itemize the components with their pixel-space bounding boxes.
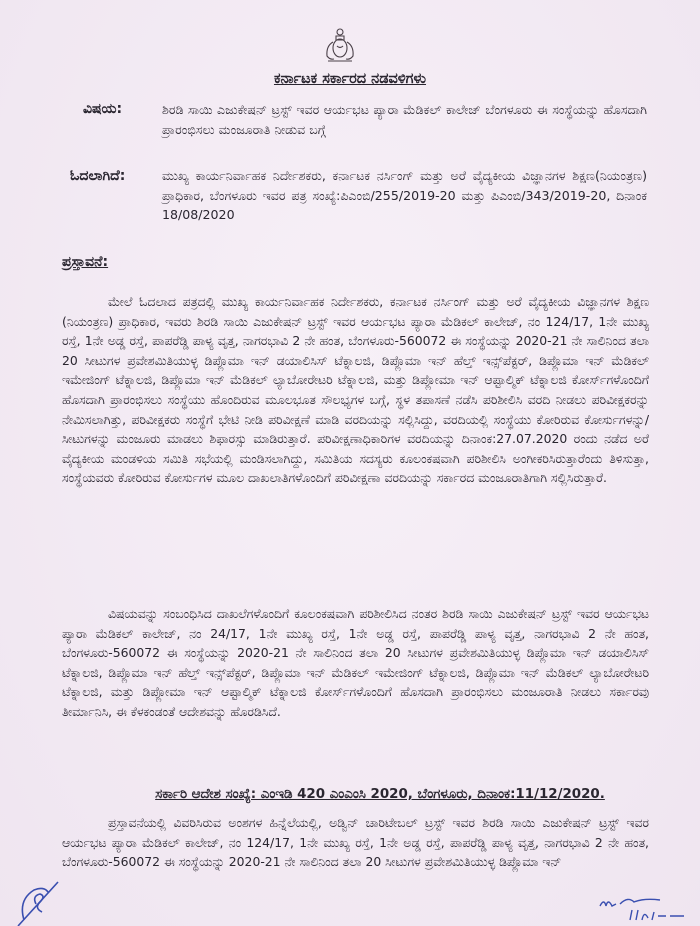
- preamble-paragraph-1: ಮೇಲೆ ಓದಲಾದ ಪತ್ರದಲ್ಲಿ ಮುಖ್ಯ ಕಾರ್ಯನಿರ್ವಾಹಕ ನಿರ್ದೇಶಕರು, ಕರ್ನಾಟಕ ನರ್ಸಿಂಗ್ ಮತ್ತು ಅರೆ ವೈದ್ಯಕೀಯ ವಿಜ್ಞಾನಗಳ ಶಿಕ್ಷಣ (ನಿಯಂತ್ರಣ) ಪ್ರಾಧಿಕಾರ, ಇವರು ಶಿರಡಿ ಸಾಯಿ ಎಜುಕೇಷನ್ ಟ್ರಸ್ಟ್ ಇವರ ಆರ್ಯಭಟ ಪ್ಯಾರಾ ಮೆಡಿಕಲ್ ಕಾಲೇಜ್, ನಂ 124/17, 1ನೇ ಮುಖ್ಯ ರಸ್ತೆ, 1ನೇ ಅಡ್ಡ ರಸ್ತೆ, ಪಾಪರೆಡ್ಡಿ ಪಾಳ್ಯ ವೃತ್ತ, ನಾಗರಭಾವಿ 2 ನೇ ಹಂತ, ಬೆಂಗಳೂರು-560072 ಈ ಸಂಸ್ಥೆಯನ್ನು 2020-21 ನೇ ಸಾಲಿನಿಂದ ತಲಾ 20 ಸೀಟುಗಳ ಪ್ರವೇಶಮಿತಿಯುಳ್ಳ ಡಿಪ್ಲೊಮಾ ಇನ್ ಡಯಾಲಿಸಿಸ್ ಟೆಕ್ನಾಲಜಿ, ಡಿಪ್ಲೊಮಾ ಇನ್ ಹೆಲ್ತ್ ಇನ್ಸ್‌ಪೆಕ್ಟರ್, ಡಿಪ್ಲೊಮಾ ಇನ್ ಮೆಡಿಕಲ್ ಇಮೇಜಿಂಗ್ ಟೆಕ್ನಾಲಜಿ, ಡಿಪ್ಲೊಮಾ ಇನ್ ಮೆಡಿಕಲ್ ಲ್ಯಾಬೋರೇಟರಿ ಟೆಕ್ನಾಲಜಿ, ಮತ್ತು ಡಿಪ್ಲೋಮಾ ಇನ್ ಆಪ್ಟಾಲ್ಮಿಕ್ ಟೆಕ್ನಾಲಜಿ ಕೋರ್ಸ್‌ಗಳೊಂದಿಗೆ ಹೊಸದಾಗಿ ಪ್ರಾರಂಭಿಸಲು ಸಂಸ್ಥೆಯು ಹೊಂದಿರುವ ಮೂಲಭೂತ ಸೌಲಭ್ಯಗಳ ಬಗ್ಗೆ, ಸ್ಥಳ ತಪಾಸಣೆ ನಡೆಸಿ ಪರಿಶೀಲಿಸಿ ವರದಿ ನೀಡಲು ಪರಿವೀಕ್ಷಕರನ್ನು ನೇಮಿಸಲಾಗಿತ್ತು, ಪರಿವೀಕ್ಷಕರು ಸಂಸ್ಥೆಗೆ ಭೇಟಿ ನೀಡಿ ಪರಿವೀಕ್ಷಣೆ ಮಾಡಿ ವರದಿಯನ್ನು ಸಲ್ಲಿಸಿದ್ದು, ವರದಿಯಲ್ಲಿ ಸಂಸ್ಥೆಯು ಕೋರಿರುವ ಕೋರ್ಸುಗಳನ್ನು/ಸೀಟುಗಳನ್ನು ಮಂಜೂರು ಮಾಡಲು ಶಿಫಾರಸ್ಸು ಮಾಡಿರುತ್ತಾರೆ. ಪರಿವೀಕ್ಷಣಾಧಿಕಾರಿಗಳ ವರದಿಯನ್ನು ದಿನಾಂಕ:27.07.2020 ರಂದು ನಡೆದ ಅರೆ ವೈದ್ಯಕೀಯ ಮಂಡಳಿಯ ಸಮಿತಿ ಸಭೆಯಲ್ಲಿ ಮಂಡಿಸಲಾಗಿದ್ದು, ಸಮಿತಿಯ ಸದಸ್ಯರು ಕೂಲಂಕಷವಾಗಿ ಪರಿಶೀಲಿಸಿ ಅಂಗೀಕರಿಸಿರುತ್ತಾರೆಂದು ತಿಳಿಸುತ್ತಾ, ಸಂಸ್ಥೆಯವರು ಕೋರಿರುವ ಕೋರ್ಸುಗಳ ಮೂಲ ದಾಖಲಾತಿಗಳೊಂದಿಗೆ ಪರಿವೀಕ್ಷಣಾ ವರದಿಯನ್ನು ಸರ್ಕಾರದ ಮಂಜೂರಾತಿಗಾಗಿ ಸಲ್ಲಿಸಿರುತ್ತಾರೆ.: [62, 294, 649, 486]
- state-emblem-icon: [322, 26, 358, 64]
- reference-text: ಮುಖ್ಯ ಕಾರ್ಯನಿರ್ವಾಹಕ ನಿರ್ದೇಶಕರು, ಕರ್ನಾಟಕ ನರ್ಸಿಂಗ್ ಮತ್ತು ಅರೆ ವೈದ್ಯಕೀಯ ವಿಜ್ಞಾನಗಳ ಶಿಕ್ಷಣ(ನಿಯಂತ್ರಣ) ಪ್ರಾಧಿಕಾರ, ಬೆಂಗಳೂರು ಇವರ ಪತ್ರ ಸಂಖ್ಯೆ:ಪಿಎಂಬಿ/255/2019-20 ಮತ್ತು ಪಿಎಂಬಿ/343/2019-20, ದಿನಾಂಕ 18/08/2020: [162, 168, 647, 222]
- government-order-heading: ಸರ್ಕಾರಿ ಆದೇಶ ಸಂಖ್ಯೆ: ಎಂಇಡಿ 420 ಎಂಎಂಸಿ 2020, ಬೆಂಗಳೂರು, ದಿನಾಂಕ:11/12/2020.: [155, 787, 605, 802]
- initials-mark: [14, 870, 64, 926]
- order-paragraph: ಪ್ರಸ್ತಾವನೆಯಲ್ಲಿ ವಿವರಿಸಿರುವ ಅಂಶಗಳ ಹಿನ್ನೆಲೆಯಲ್ಲಿ, ಅಡ್ವಿನ್ ಚಾರಿಟೇಬಲ್ ಟ್ರಸ್ಟ್ ಇವರ ಶಿರಡಿ ಸಾಯಿ ಎಜುಕೇಷನ್ ಟ್ರಸ್ಟ್ ಇವರ ಆರ್ಯಭಟ ಪ್ಯಾರಾ ಮೆಡಿಕಲ್ ಕಾಲೇಜ್, ನಂ 124/17, 1ನೇ ಮುಖ್ಯ ರಸ್ತೆ, 1ನೇ ಅಡ್ಡ ರಸ್ತೆ, ಪಾಪರೆಡ್ಡಿ ಪಾಳ್ಯ ವೃತ್ತ, ನಾಗರಭಾವಿ 2 ನೇ ಹಂತ, ಬೆಂಗಳೂರು-560072 ಈ ಸಂಸ್ಥೆಯನ್ನು 2020-21 ನೇ ಸಾಲಿನಿಂದ ತಲಾ 20 ಸೀಟುಗಳ ಪ್ರವೇಶಮಿತಿಯುಳ್ಳ ಡಿಪ್ಲೊಮಾ ಇನ್: [62, 815, 649, 870]
- preamble-paragraph-2: ವಿಷಯವನ್ನು ಸಂಬಂಧಿಸಿದ ದಾಖಲೆಗಳೊಂದಿಗೆ ಕೂಲಂಕಷವಾಗಿ ಪರಿಶೀಲಿಸಿದ ನಂತರ ಶಿರಡಿ ಸಾಯಿ ಎಜುಕೇಷನ್ ಟ್ರಸ್ಟ್ ಇವರ ಆರ್ಯಭಟ ಪ್ಯಾರಾ ಮೆಡಿಕಲ್ ಕಾಲೇಜ್, ನಂ 24/17, 1ನೇ ಮುಖ್ಯ ರಸ್ತೆ, 1ನೇ ಅಡ್ಡ ರಸ್ತೆ, ಪಾಪರೆಡ್ಡಿ ಪಾಳ್ಯ ವೃತ್ತ, ನಾಗರಭಾವಿ 2 ನೇ ಹಂತ, ಬೆಂಗಳೂರು-560072 ಈ ಸಂಸ್ಥೆಯನ್ನು 2020-21 ನೇ ಸಾಲಿನಿಂದ ತಲಾ 20 ಸೀಟುಗಳ ಪ್ರವೇಶಮಿತಿಯುಳ್ಳ ಡಿಪ್ಲೊಮಾ ಇನ್ ಡಯಾಲಿಸಿಸ್ ಟೆಕ್ನಾಲಜಿ, ಡಿಪ್ಲೊಮಾ ಇನ್ ಹೆಲ್ತ್ ಇನ್ಸ್‌ಪೆಕ್ಟರ್, ಡಿಪ್ಲೊಮಾ ಇನ್ ಮೆಡಿಕಲ್ ಇಮೇಜಿಂಗ್ ಟೆಕ್ನಾಲಜಿ, ಡಿಪ್ಲೊಮಾ ಇನ್ ಮೆಡಿಕಲ್ ಲ್ಯಾಬೋರೇಟರಿ ಟೆಕ್ನಾಲಜಿ, ಮತ್ತು ಡಿಪ್ಲೋಮಾ ಇನ್ ಆಪ್ಟಾಲ್ಮಿಕ್ ಟೆಕ್ನಾಲಜಿ ಕೋರ್ಸ್‌ಗಳೊಂದಿಗೆ ಹೊಸದಾಗಿ ಪ್ರಾರಂಭಿಸಲು ಮಂಜೂರಾತಿ ನೀಡಲು ಸರ್ಕಾರವು ತೀರ್ಮಾನಿಸಿ, ಈ ಕೆಳಕಂಡಂತೆ ಆದೇಶವನ್ನು ಹೊರಡಿಸಿದೆ.: [62, 606, 649, 719]
- document-title: ಕರ್ನಾಟಕ ಸರ್ಕಾರದ ನಡವಳಿಗಳು: [273, 71, 427, 87]
- preamble-label: ಪ್ರಸ್ತಾವನೆ:: [62, 254, 109, 270]
- subject-text: ಶಿರಡಿ ಸಾಯಿ ಎಜುಕೇಷನ್ ಟ್ರಸ್ಟ್ ಇವರ ಆರ್ಯಭಟ ಪ್ಯಾರಾ ಮೆಡಿಕಲ್ ಕಾಲೇಜ್ ಬೆಂಗಳೂರು ಈ ಸಂಸ್ಥೆಯನ್ನು ಹೊಸದಾಗಿ ಪ್ರಾರಂಭಿಸಲು ಮಂಜೂರಾತಿ ನೀಡುವ ಬಗ್ಗೆ: [162, 102, 647, 137]
- reference-label: ಓದಲಾಗಿದೆ:: [70, 168, 126, 184]
- subject-label: ವಿಷಯ:: [83, 101, 123, 117]
- signature-mark: [596, 890, 686, 924]
